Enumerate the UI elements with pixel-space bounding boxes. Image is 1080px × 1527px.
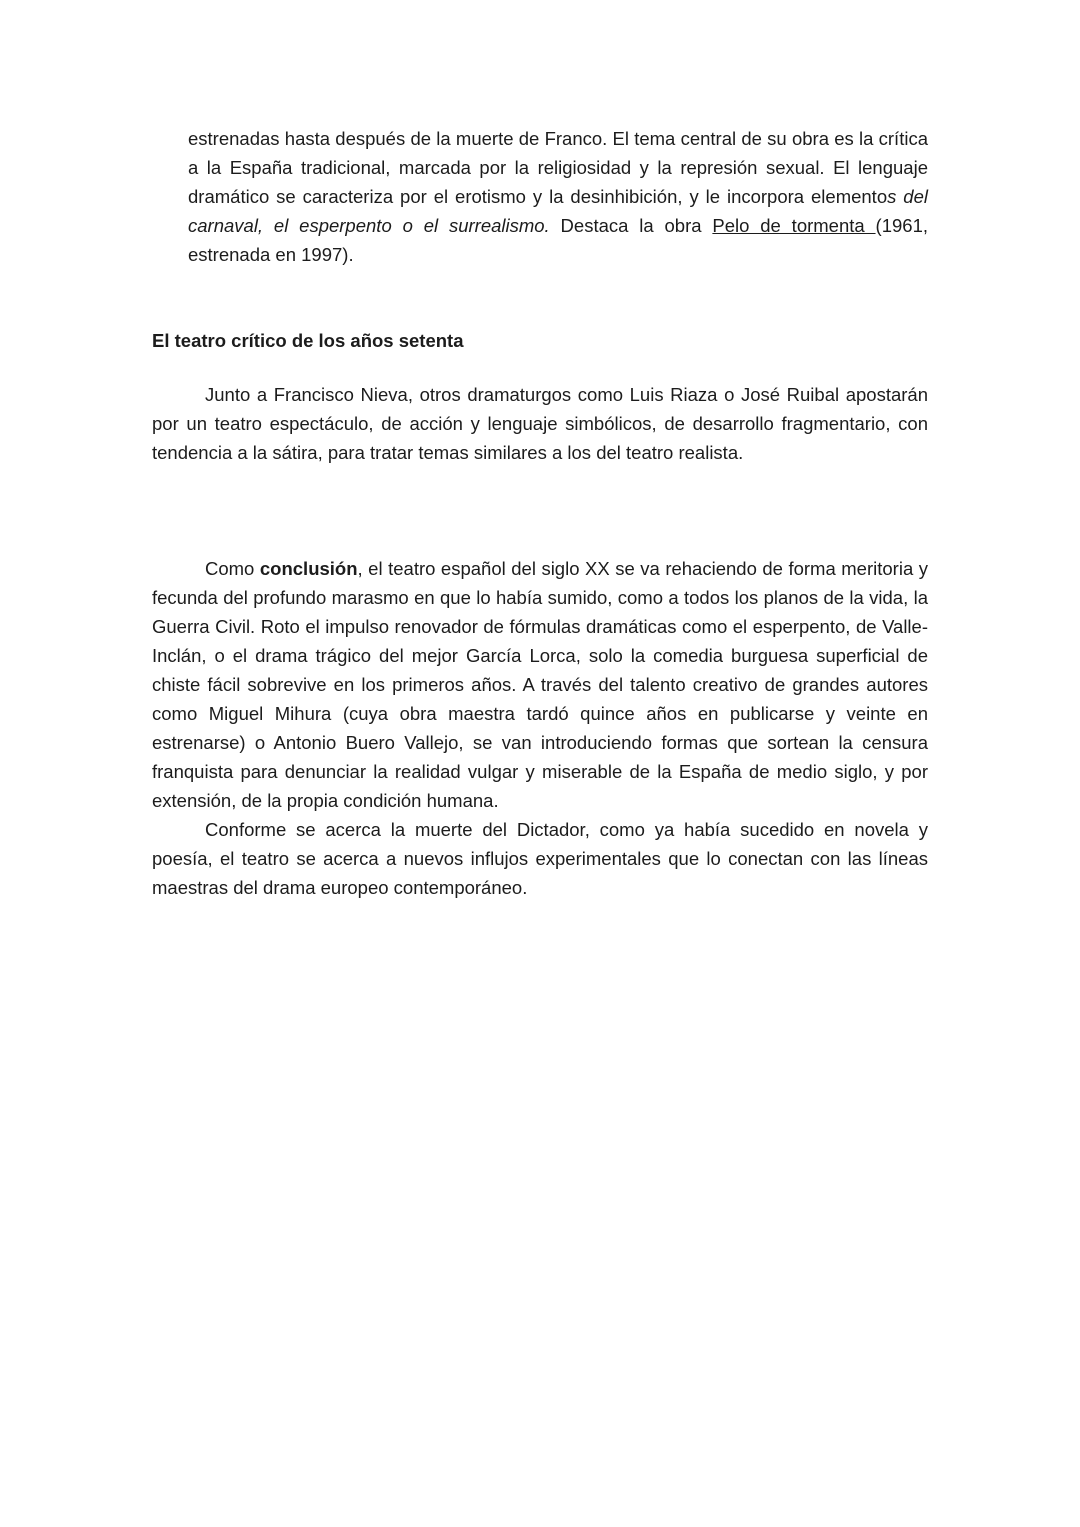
underlined-work-title: Pelo de tormenta <box>712 215 876 236</box>
conclusion-paragraph-text: Como <box>205 558 260 579</box>
italic-phrase: s del carnaval, el esperpento o el surrealismo. <box>188 186 928 236</box>
conclusion-paragraph <box>152 554 928 815</box>
closing-paragraph: Conforme se acerca la muerte del Dictador, como ya había sucedido en novela y poesía, el teatro se acerca a nuevos influjos experimentales que lo conectan con las líneas maestras del drama europeo contemporáneo. <box>152 819 928 898</box>
continued-paragraph <box>188 124 928 269</box>
continued-paragraph-text-2: Destaca la obra <box>549 215 713 236</box>
seventies-paragraph: Junto a Francisco Nieva, otros dramaturgos como Luis Riaza o José Ruibal apostarán por un teatro espectáculo, de acción y lenguaje simbólicos, de desarrollo fragmentario, con tendencia a la sátira, para tratar temas similares a los del teatro realista. <box>152 384 928 463</box>
section-heading: El teatro crítico de los años setenta <box>152 330 464 351</box>
continued-paragraph-text: estrenadas hasta después de la muerte de Franco. El tema central de su obra es la crítica a la España tradicional, marcada por la religiosidad y la represión sexual. El lenguaje dramático se caracteriza por el erotismo y la desinhibición, y le incorpora elemento <box>188 128 928 207</box>
bold-word-conclusion: conclusión <box>259 558 358 579</box>
continued-paragraph-text-3: (1961, estrenada en 1997). <box>188 215 929 265</box>
conclusion-paragraph-text-2: , el teatro español del siglo XX se va rehaciendo de forma meritoria y fecunda del profundo marasmo en que lo había sumido, como a todos los planos de la vida, la Guerra Civil. Roto el impulso renovador de fórmulas dramáticas como el esperpento, de Valle-Inclán, o el drama trágico del mejor García Lorca, solo la comedia burguesa superficial de chiste fácil sobrevive en los primeros años. A través del talento creativo de grandes autores como Miguel Mihura (cuya obra maestra tardó quince años en publicarse y veinte en estrenarse) o Antonio Buero Vallejo, se van introduciendo formas que sortean la censura franquista para denunciar la realidad vulgar y miserable de la España de medio siglo, y por extensión, de la propia condición humana. <box>152 558 928 811</box>
